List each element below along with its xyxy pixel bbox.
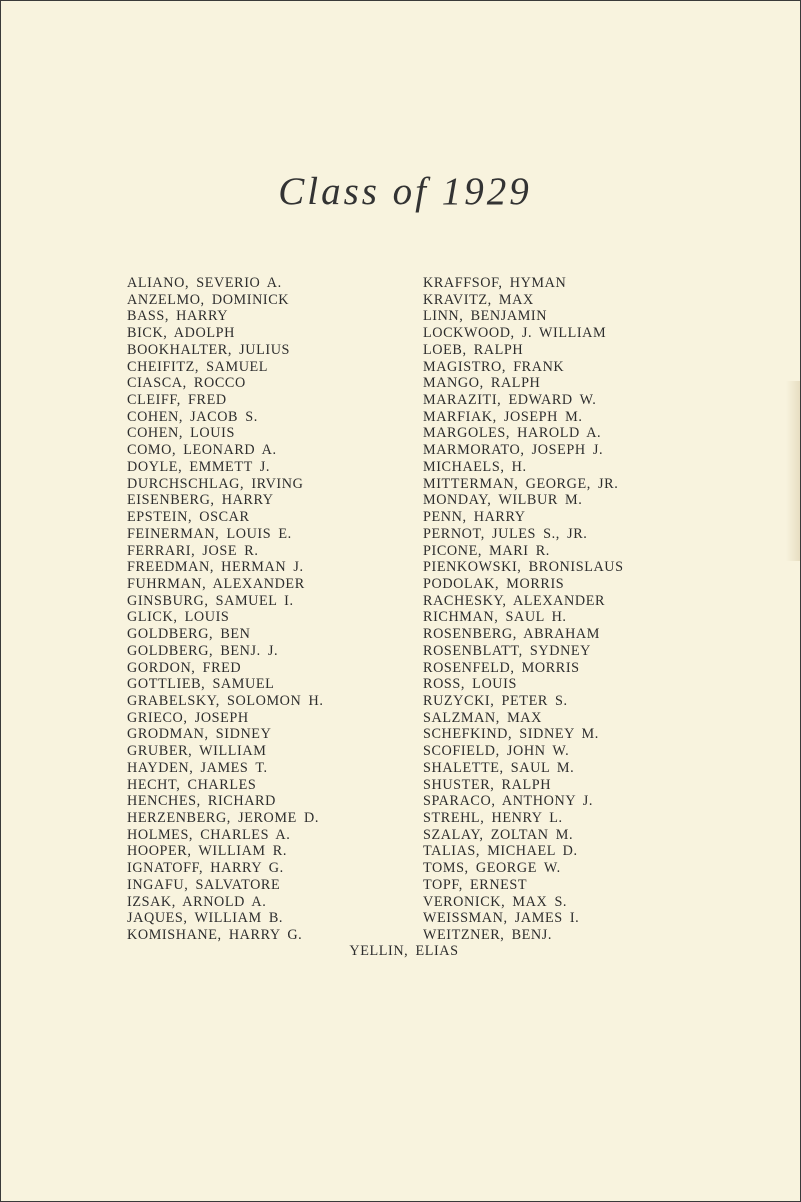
student-name: COHEN, LOUIS: [127, 425, 235, 442]
student-name: EISENBERG, HARRY: [127, 492, 274, 509]
student-name: BICK, ADOLPH: [127, 325, 235, 342]
student-name: TOPF, ERNEST: [423, 876, 528, 893]
student-name: GRIECO, JOSEPH: [127, 709, 249, 726]
student-name: LOCKWOOD, J. WILLIAM: [423, 325, 607, 342]
student-name: CIASCA, ROCCO: [127, 375, 246, 392]
student-name: TALIAS, MICHAEL D.: [423, 843, 578, 860]
student-name: KRAVITZ, MAX: [423, 291, 534, 308]
student-name: VERONICK, MAX S.: [423, 893, 568, 910]
student-name: ROSENBLATT, SYDNEY: [423, 642, 592, 659]
student-name: GRABELSKY, SOLOMON H.: [127, 692, 324, 709]
student-name: GRODMAN, SIDNEY: [127, 726, 272, 743]
student-name: GLICK, LOUIS: [127, 609, 230, 626]
student-name: DURCHSCHLAG, IRVING: [127, 475, 304, 492]
name-list-left: [127, 275, 324, 944]
student-name: FUHRMAN, ALEXANDER: [127, 575, 305, 592]
student-name: SPARACO, ANTHONY J.: [423, 793, 594, 810]
student-name: MARMORATO, JOSEPH J.: [423, 442, 604, 459]
student-name: MITTERMAN, GEORGE, JR.: [423, 475, 619, 492]
student-name: COMO, LEONARD A.: [127, 442, 277, 459]
name-list-right: [423, 275, 624, 944]
student-name: MARGOLES, HAROLD A.: [423, 425, 602, 442]
student-name: RICHMAN, SAUL H.: [423, 609, 567, 626]
student-name: IGNATOFF, HARRY G.: [127, 860, 284, 877]
student-name: PERNOT, JULES S., JR.: [423, 525, 588, 542]
student-name: GRUBER, WILLIAM: [127, 743, 267, 760]
student-name: RACHESKY, ALEXANDER: [423, 592, 606, 609]
student-name: HENCHES, RICHARD: [127, 793, 276, 810]
student-name: SCOFIELD, JOHN W.: [423, 743, 570, 760]
page-title: Class of 1929: [278, 170, 532, 213]
student-name: HECHT, CHARLES: [127, 776, 257, 793]
student-name: SHALETTE, SAUL M.: [423, 759, 575, 776]
student-name: BASS, HARRY: [127, 308, 229, 325]
student-name: SZALAY, ZOLTAN M.: [423, 826, 574, 843]
student-name: LOEB, RALPH: [423, 341, 524, 358]
student-name: MONDAY, WILBUR M.: [423, 492, 583, 509]
student-name: PENN, HARRY: [423, 509, 526, 526]
student-name: WEITZNER, BENJ.: [423, 927, 553, 944]
student-name: WEISSMAN, JAMES I.: [423, 910, 580, 927]
student-name: MARAZITI, EDWARD W.: [423, 392, 597, 409]
student-name: SHUSTER, RALPH: [423, 776, 552, 793]
student-name: JAQUES, WILLIAM B.: [127, 910, 284, 927]
student-name: HOLMES, CHARLES A.: [127, 826, 291, 843]
student-name: MANGO, RALPH: [423, 375, 541, 392]
student-name: CLEIFF, FRED: [127, 392, 227, 409]
student-name: IZSAK, ARNOLD A.: [127, 893, 267, 910]
student-name: HERZENBERG, JEROME D.: [127, 810, 320, 826]
student-name: ROSS, LOUIS: [423, 676, 517, 693]
student-name: GOTTLIEB, SAMUEL: [127, 676, 275, 693]
student-name: INGAFU, SALVATORE: [127, 876, 281, 893]
student-name: GOLDBERG, BEN: [127, 626, 251, 643]
student-name: PODOLAK, MORRIS: [423, 575, 565, 592]
student-name: KRAFFSOF, HYMAN: [423, 275, 567, 291]
student-name: PIENKOWSKI, BRONISLAUS: [423, 559, 624, 576]
student-name: GOLDBERG, BENJ. J.: [127, 642, 279, 659]
student-name: ROSENBERG, ABRAHAM: [423, 626, 600, 643]
student-name: ALIANO, SEVERIO A.: [127, 275, 282, 291]
student-name: ANZELMO, DOMINICK: [127, 291, 290, 308]
student-name: KOMISHANE, HARRY G.: [127, 927, 303, 944]
student-name: LINN, BENJAMIN: [423, 308, 548, 325]
student-name: EPSTEIN, OSCAR: [127, 509, 250, 526]
student-name: HAYDEN, JAMES T.: [127, 759, 268, 776]
student-name: GORDON, FRED: [127, 659, 242, 676]
final-name: YELLIN, ELIAS: [349, 943, 459, 959]
student-name: DOYLE, EMMETT J.: [127, 458, 271, 475]
student-name: SALZMAN, MAX: [423, 709, 542, 726]
student-name: CHEIFITZ, SAMUEL: [127, 358, 269, 375]
student-name: FEINERMAN, LOUIS E.: [127, 525, 292, 542]
student-name: STREHL, HENRY L.: [423, 810, 563, 826]
student-name: MICHAELS, H.: [423, 458, 527, 475]
student-name: MARFIAK, JOSEPH M.: [423, 408, 583, 425]
student-name: GINSBURG, SAMUEL I.: [127, 592, 294, 609]
student-name: RUZYCKI, PETER S.: [423, 692, 568, 709]
student-name: SCHEFKIND, SIDNEY M.: [423, 726, 599, 743]
student-name: PICONE, MARI R.: [423, 542, 550, 559]
student-name: HOOPER, WILLIAM R.: [127, 843, 287, 860]
student-name: FERRARI, JOSE R.: [127, 542, 259, 559]
student-name: TOMS, GEORGE W.: [423, 860, 561, 877]
student-name: FREEDMAN, HERMAN J.: [127, 559, 304, 576]
paper-stain: [786, 381, 800, 561]
student-name: BOOKHALTER, JULIUS: [127, 341, 291, 358]
student-name: COHEN, JACOB S.: [127, 408, 258, 425]
student-name: ROSENFELD, MORRIS: [423, 659, 580, 676]
student-name: MAGISTRO, FRANK: [423, 358, 565, 375]
